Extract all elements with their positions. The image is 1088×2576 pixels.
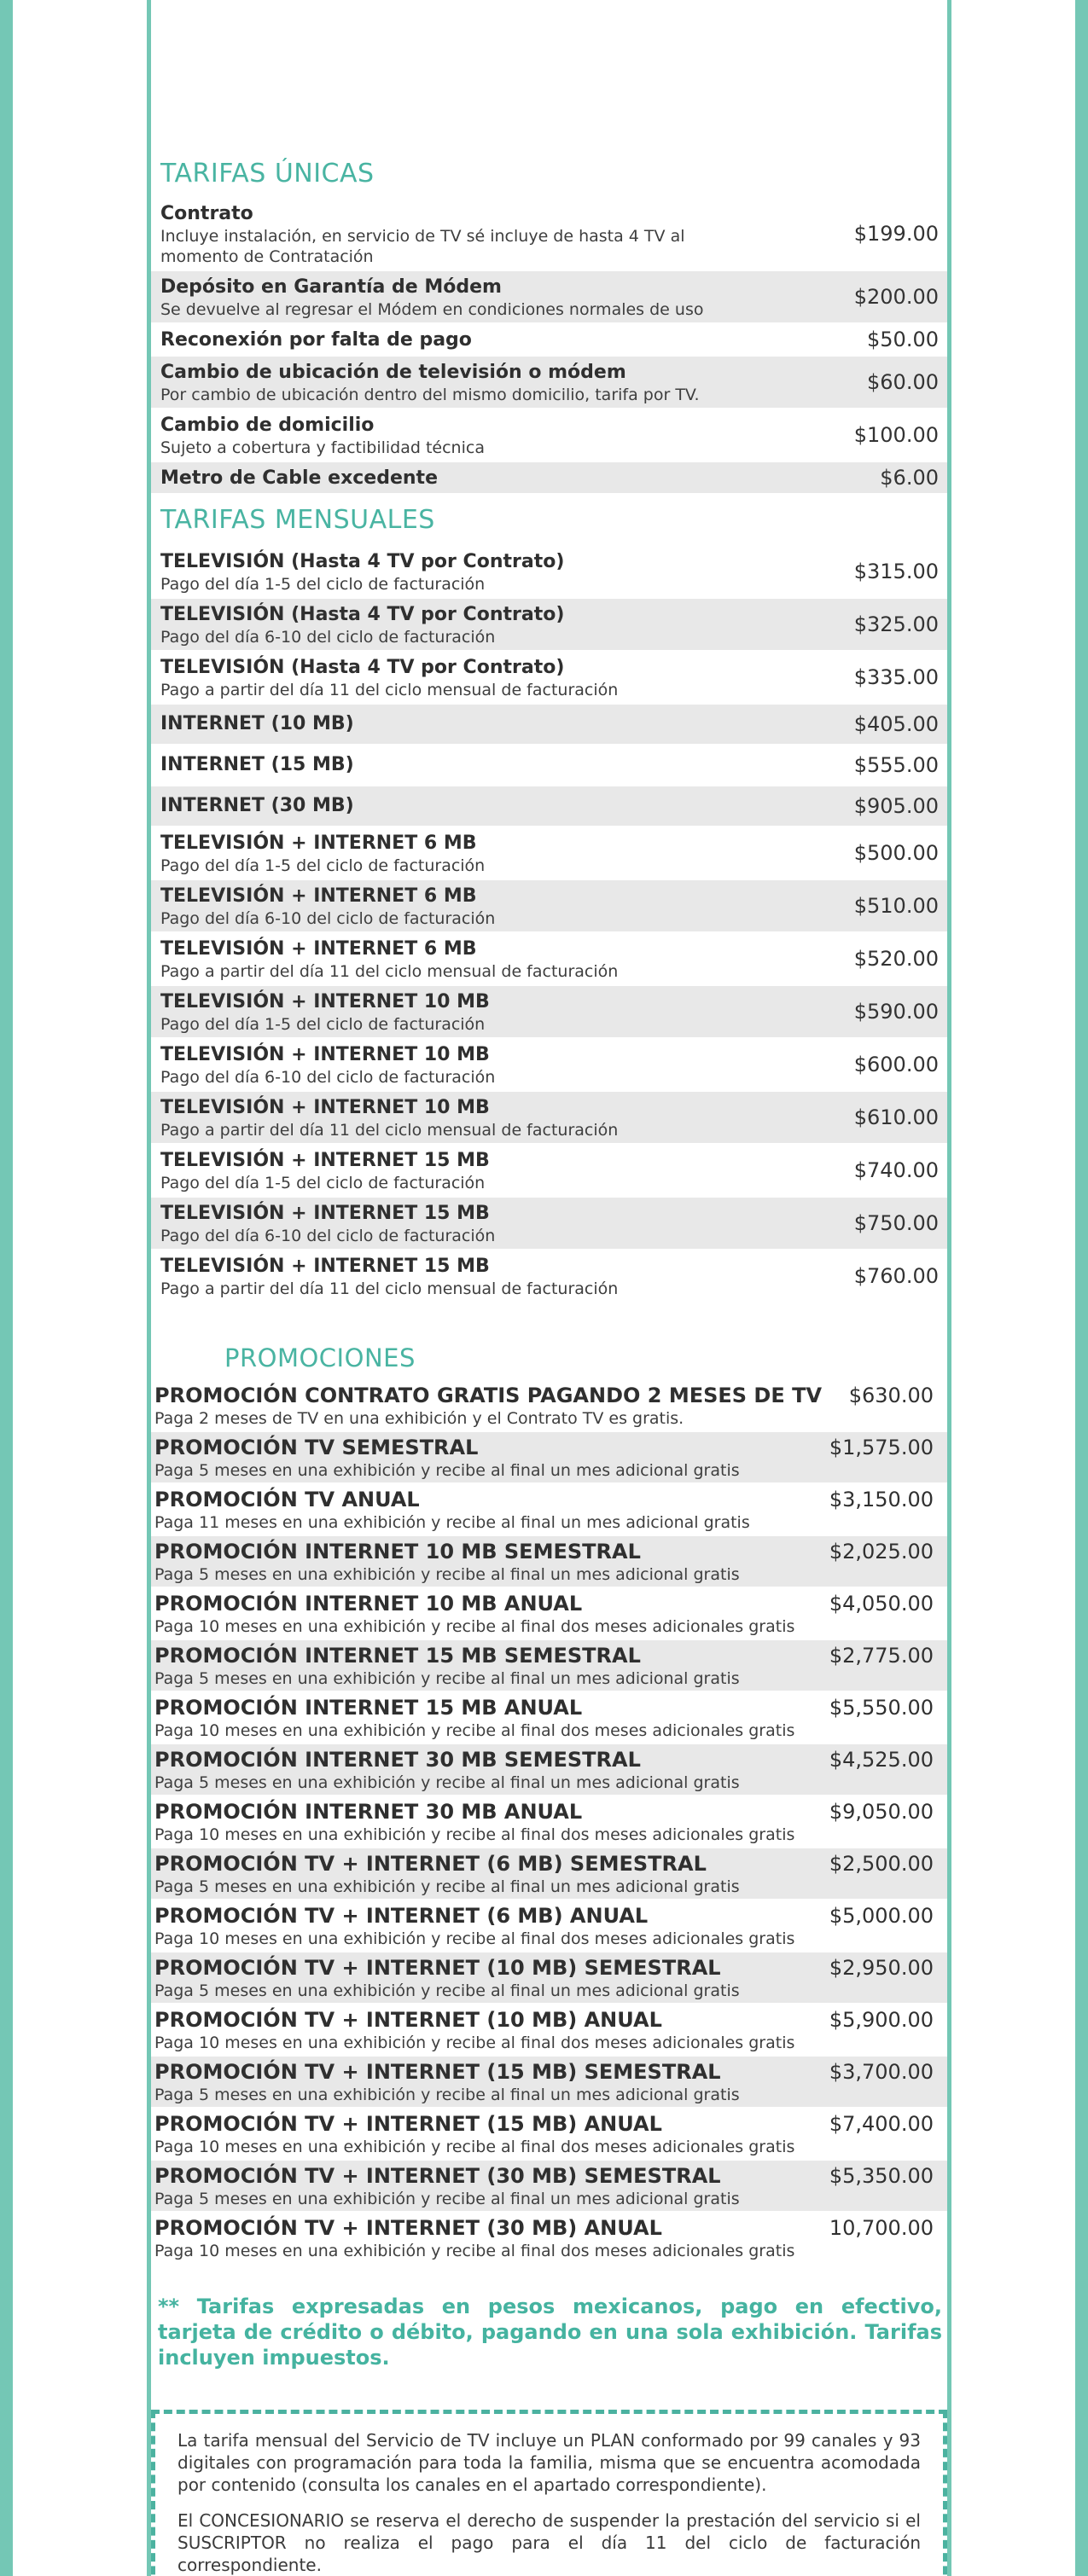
tariff-price: $325.00	[853, 612, 939, 636]
tariff-row	[151, 705, 947, 744]
promo-price: $2,500.00	[829, 1852, 934, 1876]
tariff-row	[151, 746, 947, 785]
tariff-description: Pago a partir del día 11 del ciclo mensual de facturación	[160, 681, 619, 699]
tariff-description: Incluye instalación, en servicio de TV sé incluye de hasta 4 TV al momento de Contratación	[160, 227, 685, 266]
promo-row-header	[154, 1747, 939, 1772]
tariff-row	[151, 409, 947, 461]
promo-row	[151, 1796, 947, 1847]
section-title-tarifas-unicas: TARIFAS ÚNICAS	[160, 159, 375, 189]
tariff-row	[151, 880, 947, 931]
tariff-name: INTERNET (10 MB)	[160, 713, 354, 734]
tariff-price: $600.00	[853, 1053, 939, 1076]
promo-price: $3,700.00	[829, 2060, 934, 2084]
tariff-description: Pago a partir del día 11 del ciclo mensual de facturación	[160, 1121, 619, 1140]
promo-row	[151, 1900, 947, 1951]
tariff-price: $335.00	[853, 665, 939, 689]
promo-name: PROMOCIÓN TV + INTERNET (10 MB) SEMESTRAL	[154, 1956, 721, 1980]
promo-description: Paga 10 meses en una exhibición y recibe al final dos meses adicionales gratis	[154, 1617, 795, 1636]
promo-row	[151, 1484, 947, 1535]
promo-row-header	[154, 1539, 939, 1564]
promo-name: PROMOCIÓN TV SEMESTRAL	[154, 1436, 479, 1459]
tariff-price: $555.00	[853, 753, 939, 777]
promo-row	[151, 1848, 947, 1899]
tariff-description: Pago del día 6-10 del ciclo de facturación	[160, 1227, 496, 1245]
promo-price: $2,950.00	[829, 1956, 934, 1980]
tariff-price: $405.00	[853, 712, 939, 736]
promo-name: PROMOCIÓN INTERNET 15 MB ANUAL	[154, 1696, 583, 1720]
taxes-included-note: ** Tarifas expresadas en pesos mexicanos, pago en efectivo, tarjeta de crédito o débito, pagando en una sola exhibición. Tarifas incluyen impuestos.	[158, 2295, 942, 2370]
tariff-row	[151, 933, 947, 984]
promo-row	[151, 2213, 947, 2263]
promo-name: PROMOCIÓN TV + INTERNET (30 MB) SEMESTRAL	[154, 2164, 721, 2188]
tariff-price: $50.00	[867, 328, 939, 351]
tariff-row	[151, 357, 947, 408]
promo-row-header	[154, 1591, 939, 1616]
tariff-name: Cambio de domicilio	[160, 415, 375, 436]
promo-price: $630.00	[848, 1384, 934, 1407]
tariff-row	[151, 827, 947, 879]
tariff-name: TELEVISIÓN + INTERNET 15 MB	[160, 1203, 490, 1224]
tariff-description: Sujeto a cobertura y factibilidad técnica	[160, 438, 485, 457]
promo-row	[151, 1588, 947, 1639]
promo-row-header	[154, 2215, 939, 2241]
tariff-price: $740.00	[853, 1158, 939, 1182]
promo-row	[151, 1380, 947, 1430]
legal-dashed-box	[151, 2410, 947, 2576]
tariff-description: Pago del día 1-5 del ciclo de facturación	[160, 1174, 486, 1192]
tariff-name: INTERNET (15 MB)	[160, 754, 354, 775]
tariff-row	[151, 1039, 947, 1090]
tariff-name: Reconexión por falta de pago	[160, 329, 472, 351]
tariff-row	[151, 1145, 947, 1196]
promo-price: $3,150.00	[829, 1488, 934, 1511]
promo-price: $2,775.00	[829, 1644, 934, 1668]
tariff-price: $520.00	[853, 947, 939, 971]
promo-price: $5,000.00	[829, 1904, 934, 1928]
tariff-name: TELEVISIÓN + INTERNET 6 MB	[160, 938, 477, 960]
promo-description: Paga 10 meses en una exhibición y recibe al final dos meses adicionales gratis	[154, 1825, 795, 1844]
promo-price: $7,400.00	[829, 2112, 934, 2136]
tariff-name: INTERNET (30 MB)	[160, 795, 354, 816]
one-time-fees-table	[151, 198, 947, 493]
promo-row-header	[154, 1799, 939, 1825]
tariff-price: $199.00	[853, 222, 939, 246]
promo-row-header	[154, 1435, 939, 1460]
promo-description: Paga 10 meses en una exhibición y recibe al final dos meses adicionales gratis	[154, 2034, 795, 2052]
promo-description: Paga 5 meses en una exhibición y recibe al final un mes adicional gratis	[154, 2086, 740, 2104]
promo-description: Paga 10 meses en una exhibición y recibe al final dos meses adicionales gratis	[154, 2242, 795, 2260]
tariff-row	[151, 271, 947, 322]
promo-description: Paga 10 meses en una exhibición y recibe al final dos meses adicionales gratis	[154, 2138, 795, 2156]
tariff-price: $760.00	[853, 1264, 939, 1288]
promo-row-header	[154, 1955, 939, 1981]
tariff-price: $610.00	[853, 1105, 939, 1129]
tariff-row	[151, 599, 947, 650]
section-title-tarifas-mensuales: TARIFAS MENSUALES	[160, 505, 435, 535]
tariff-price: $590.00	[853, 1000, 939, 1024]
tariff-description: Pago del día 6-10 del ciclo de facturación	[160, 628, 496, 647]
tariff-description: Pago del día 1-5 del ciclo de facturación	[160, 856, 486, 875]
tariff-name: TELEVISIÓN + INTERNET 15 MB	[160, 1256, 490, 1277]
tariff-name: Metro de Cable excedente	[160, 467, 438, 489]
promo-row	[151, 1432, 947, 1482]
promo-description: Paga 5 meses en una exhibición y recibe al final un mes adicional gratis	[154, 1461, 740, 1480]
promo-description: Paga 5 meses en una exhibición y recibe al final un mes adicional gratis	[154, 2190, 740, 2208]
promo-description: Paga 10 meses en una exhibición y recibe al final dos meses adicionales gratis	[154, 1721, 795, 1740]
promo-name: PROMOCIÓN CONTRATO GRATIS PAGANDO 2 MESES DE TV	[154, 1384, 823, 1407]
tariff-description: Por cambio de ubicación dentro del mismo domicilio, tarifa por TV.	[160, 386, 700, 404]
tariff-price: $510.00	[853, 894, 939, 918]
promo-name: PROMOCIÓN TV + INTERNET (15 MB) SEMESTRAL	[154, 2060, 721, 2084]
legal-paragraph-suspension: El CONCESIONARIO se reserva el derecho de suspender la prestación del servicio si el SUSCRIPTOR no realiza el pago para el día 11 del ciclo de facturación correspondiente.	[177, 2510, 921, 2575]
promo-name: PROMOCIÓN TV ANUAL	[154, 1488, 420, 1511]
tariff-name: TELEVISIÓN (Hasta 4 TV por Contrato)	[160, 604, 565, 625]
tariff-row	[151, 786, 947, 826]
promo-row-header	[154, 2163, 939, 2189]
tariff-description: Pago del día 6-10 del ciclo de facturación	[160, 909, 496, 928]
tariff-row	[151, 652, 947, 703]
promo-name: PROMOCIÓN TV + INTERNET (6 MB) SEMESTRAL	[154, 1852, 707, 1876]
monthly-fees-table	[151, 546, 947, 1302]
promo-name: PROMOCIÓN TV + INTERNET (6 MB) ANUAL	[154, 1904, 649, 1928]
tariff-price: $6.00	[880, 466, 939, 490]
tariff-name: TELEVISIÓN + INTERNET 10 MB	[160, 991, 490, 1012]
tariff-name: TELEVISIÓN (Hasta 4 TV por Contrato)	[160, 551, 565, 572]
tariff-description: Pago del día 6-10 del ciclo de facturación	[160, 1068, 496, 1087]
legal-paragraph-plan: La tarifa mensual del Servicio de TV incluye un PLAN conformado por 99 canales y 93 digitales con programación para toda la familia, misma que se encuentra acomodada por contenido (consulta los canales en el apartado correspondiente).	[177, 2430, 921, 2495]
promo-row-header	[154, 1851, 939, 1877]
promo-row-header	[154, 1903, 939, 1929]
promo-row-header	[154, 2111, 939, 2137]
tariff-price: $60.00	[867, 370, 939, 394]
promo-row	[151, 2161, 947, 2211]
promo-description: Paga 2 meses de TV en una exhibición y el Contrato TV es gratis.	[154, 1409, 684, 1428]
promo-price: $4,050.00	[829, 1592, 934, 1616]
promo-row-header	[154, 2059, 939, 2085]
promo-name: PROMOCIÓN INTERNET 10 MB ANUAL	[154, 1592, 583, 1616]
tariff-price: $200.00	[853, 285, 939, 309]
tariff-name: TELEVISIÓN + INTERNET 6 MB	[160, 833, 477, 854]
tariff-price: $750.00	[853, 1211, 939, 1235]
promo-price: $4,525.00	[829, 1748, 934, 1772]
promo-row	[151, 1692, 947, 1743]
tariff-row	[151, 198, 947, 270]
tariff-row	[151, 462, 947, 493]
promo-price: $5,550.00	[829, 1696, 934, 1720]
tariff-name: TELEVISIÓN + INTERNET 6 MB	[160, 885, 477, 907]
promotions-table	[151, 1380, 947, 2263]
tariff-name: TELEVISIÓN + INTERNET 10 MB	[160, 1044, 490, 1065]
tariff-price: $905.00	[853, 794, 939, 818]
tariff-description: Pago del día 1-5 del ciclo de facturación	[160, 575, 486, 594]
promo-row	[151, 2005, 947, 2055]
tariff-name: Depósito en Garantía de Módem	[160, 276, 502, 298]
promo-name: PROMOCIÓN INTERNET 30 MB ANUAL	[154, 1800, 583, 1824]
promo-price: 10,700.00	[829, 2216, 934, 2240]
promo-description: Paga 5 meses en una exhibición y recibe al final un mes adicional gratis	[154, 1565, 740, 1584]
tariff-description: Pago del día 1-5 del ciclo de facturación	[160, 1015, 486, 1034]
tariff-price: $315.00	[853, 560, 939, 583]
promo-description: Paga 11 meses en una exhibición y recibe al final un mes adicional gratis	[154, 1513, 750, 1532]
promo-row	[151, 2109, 947, 2159]
tariff-row	[151, 546, 947, 597]
promo-row	[151, 1952, 947, 2003]
tariff-row	[151, 1250, 947, 1302]
promo-row-header	[154, 1487, 939, 1512]
promo-row-header	[154, 1643, 939, 1668]
promo-row-header	[154, 2007, 939, 2033]
promo-description: Paga 5 meses en una exhibición y recibe al final un mes adicional gratis	[154, 1981, 740, 2000]
promo-row	[151, 1640, 947, 1691]
tariff-description: Se devuelve al regresar el Módem en condiciones normales de uso	[160, 300, 704, 319]
promo-description: Paga 5 meses en una exhibición y recibe al final un mes adicional gratis	[154, 1669, 740, 1688]
promo-row	[151, 1536, 947, 1587]
tariff-name: TELEVISIÓN + INTERNET 10 MB	[160, 1097, 490, 1118]
tariff-card	[147, 0, 951, 2576]
promo-price: $1,575.00	[829, 1436, 934, 1459]
promo-description: Paga 10 meses en una exhibición y recibe al final dos meses adicionales gratis	[154, 1929, 795, 1948]
tariff-name: TELEVISIÓN (Hasta 4 TV por Contrato)	[160, 657, 565, 678]
promo-description: Paga 5 meses en una exhibición y recibe al final un mes adicional gratis	[154, 1877, 740, 1896]
tariff-row	[151, 1092, 947, 1143]
promo-row	[151, 2057, 947, 2107]
promo-description: Paga 5 meses en una exhibición y recibe al final un mes adicional gratis	[154, 1773, 740, 1792]
tariff-row	[151, 986, 947, 1037]
promo-price: $5,350.00	[829, 2164, 934, 2188]
tariff-name: Cambio de ubicación de televisión o módem	[160, 362, 626, 383]
promo-price: $5,900.00	[829, 2008, 934, 2032]
promo-price: $9,050.00	[829, 1800, 934, 1824]
tariff-row	[151, 1198, 947, 1249]
promo-name: PROMOCIÓN TV + INTERNET (10 MB) ANUAL	[154, 2008, 662, 2032]
tariff-name: Contrato	[160, 203, 253, 224]
promo-row-header	[154, 1383, 939, 1408]
section-title-promociones: PROMOCIONES	[224, 1343, 416, 1372]
page-left-teal-stripe	[0, 0, 13, 2576]
tariff-row	[151, 324, 947, 355]
promo-name: PROMOCIÓN INTERNET 10 MB SEMESTRAL	[154, 1540, 641, 1564]
tariff-description: Pago a partir del día 11 del ciclo mensual de facturación	[160, 1279, 619, 1298]
promo-name: PROMOCIÓN TV + INTERNET (30 MB) ANUAL	[154, 2216, 662, 2240]
promo-price: $2,025.00	[829, 1540, 934, 1564]
promo-name: PROMOCIÓN INTERNET 30 MB SEMESTRAL	[154, 1748, 641, 1772]
promo-name: PROMOCIÓN TV + INTERNET (15 MB) ANUAL	[154, 2112, 662, 2136]
promo-row-header	[154, 1695, 939, 1720]
tariff-name: TELEVISIÓN + INTERNET 15 MB	[160, 1150, 490, 1171]
tariff-price: $500.00	[853, 841, 939, 865]
promo-row	[151, 1744, 947, 1795]
tariff-price: $100.00	[853, 423, 939, 447]
promo-name: PROMOCIÓN INTERNET 15 MB SEMESTRAL	[154, 1644, 641, 1668]
tariff-description: Pago a partir del día 11 del ciclo mensual de facturación	[160, 962, 619, 981]
page-right-teal-stripe	[1075, 0, 1088, 2576]
